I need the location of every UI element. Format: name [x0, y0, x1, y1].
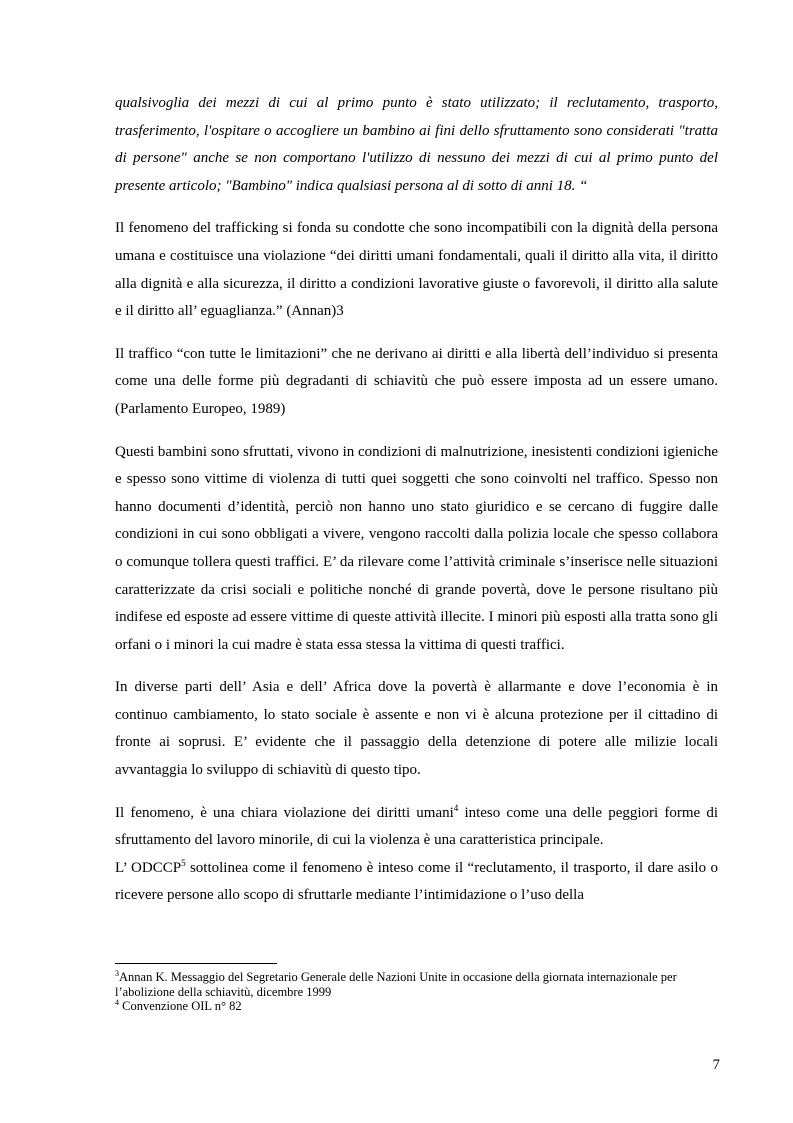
paragraph-odccp	[115, 855, 718, 910]
footnote-3-mark: 3	[115, 968, 119, 978]
paragraph-fenomeno-text-a: Il fenomeno, è una chiara violazione dei diritti umani	[115, 804, 454, 821]
footnote-3	[115, 970, 720, 999]
page-body	[115, 90, 718, 910]
footnote-4-text: Convenzione OIL n° 82	[119, 999, 242, 1013]
footnote-4	[115, 999, 720, 1014]
footnote-4-mark: 4	[115, 997, 119, 1007]
footnote-3-text: Annan K. Messaggio del Segretario Generale delle Nazioni Unite in occasione della giornata internazionale per l’abolizione della schiavitù, dicembre 1999	[115, 970, 677, 999]
paragraph-fenomeno	[115, 800, 718, 855]
paragraph-odccp-text-b: sottolinea come il fenomeno è inteso come il “reclutamento, il trasporto, il dare asilo o ricevere persone allo scopo di sfruttarle mediante l’intimidazione o l’uso della	[115, 859, 718, 904]
paragraph-bambini: Questi bambini sono sfruttati, vivono in condizioni di malnutrizione, inesistenti condizioni igieniche e spesso sono vittime di violenza di tutti quei soggetti che sono coinvolti nel traffico. Spesso non hanno documenti d’identità, perciò non hanno uno stato giuridico e se cercano di fuggire dalle condizioni in cui sono obbligati a vivere, vengono raccolti dalla polizia locale che spesso collabora o comunque tollera questi traffici. E’ da rilevare come l’attività criminale s’inserisce nelle situazioni caratterizzate da crisi sociali e politiche nonché di grande povertà, dove le persone risultano più indifese ed esposte ad essere vittime di queste attività illecite. I minori più esposti alla tratta sono gli orfani o i minori la cui madre è stata essa stessa la vittima di questi traffici.	[115, 443, 718, 653]
footnote-ref-4: 4	[453, 802, 459, 813]
footnote-separator	[115, 963, 277, 964]
paragraph-quote-continuation: qualsivoglia dei mezzi di cui al primo punto è stato utilizzato; il reclutamento, trasporto, trasferimento, l'ospitare o accogliere un bambino ai fini dello sfruttamento sono considerati "tratta di persone" anche se non comportano l'utilizzo di nessuno dei mezzi di cui al primo punto del presente articolo; "Bambino" indica qualsiasi persona al di sotto di anni 18. “	[115, 95, 718, 194]
paragraph-fenomeno-text-b: inteso come una delle peggiori forme di sfruttamento del lavoro minorile, di cui la violenza è una caratteristica principale.	[115, 804, 719, 849]
page-number: 7	[712, 1057, 720, 1073]
paragraph-odccp-text-a: L’ ODCCP	[115, 859, 182, 876]
paragraph-asia-africa: In diverse parti dell’ Asia e dell’ Africa dove la povertà è allarmante e dove l’economia è in continuo cambiamento, lo stato sociale è assente e non vi è alcuna protezione per il cittadino di fronte ai soprusi. E’ evidente che il passaggio della detenzione di potere alle milizie locali avvantaggia lo sviluppo di schiavitù di questo tipo.	[115, 679, 718, 779]
footnote-ref-5: 5	[181, 857, 186, 868]
paragraph-trafficking: Il fenomeno del trafficking si fonda su condotte che sono incompatibili con la dignità della persona umana e costituisce una violazione “dei diritti umani fondamentali, quali il diritto alla vita, il diritto alla dignità e alla sicurezza, il diritto a condizioni lavorative giuste o favorevoli, il diritto alla salute e il diritto all’ eguaglianza.” (Annan)3	[115, 220, 718, 320]
paragraph-traffico: Il traffico “con tutte le limitazioni” che ne derivano ai diritti e alla libertà dell’individuo si presenta come una delle forme più degradanti di schiavitù che può essere imposta ad un essere umano. (Parlamento Europeo, 1989)	[115, 345, 718, 417]
footnotes	[115, 970, 720, 1014]
